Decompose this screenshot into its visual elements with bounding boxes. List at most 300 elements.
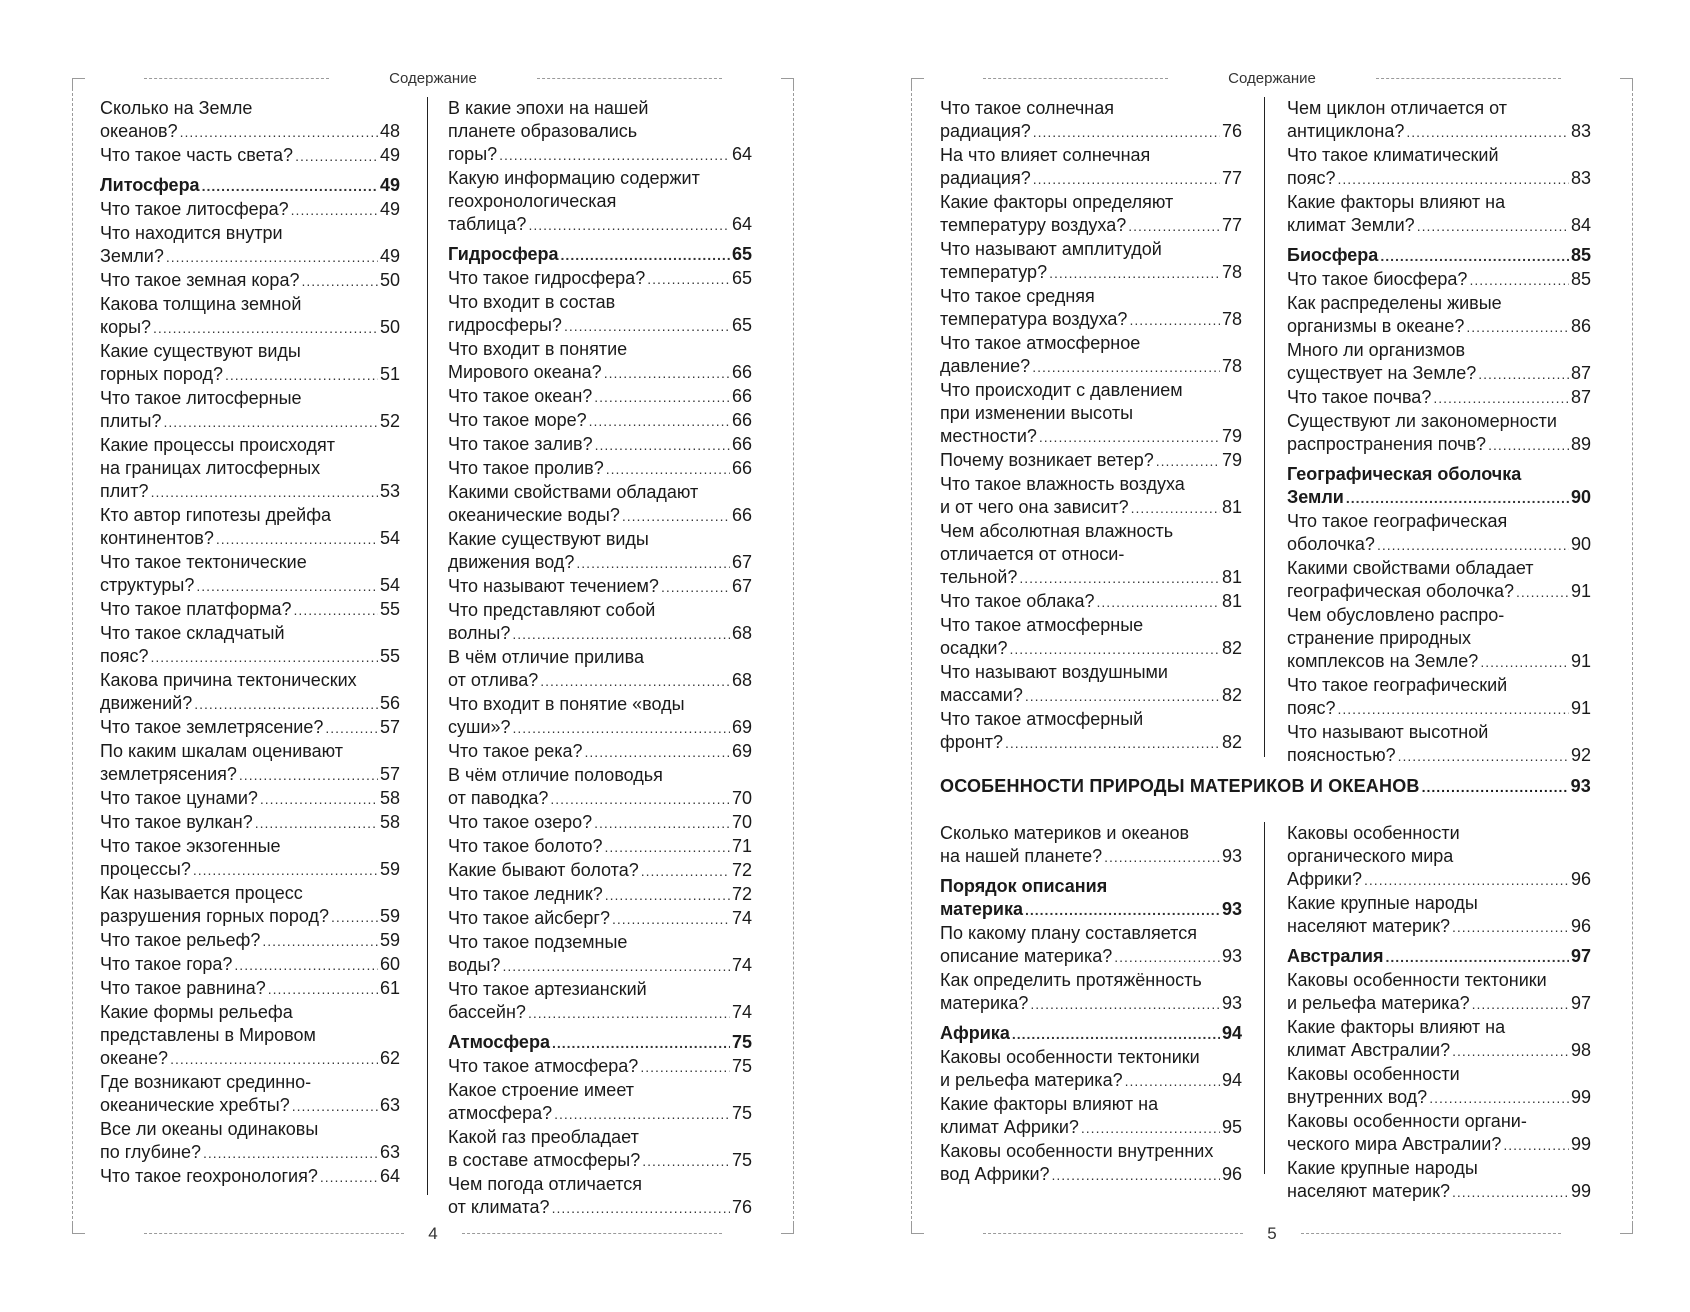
leader-dots xyxy=(1156,450,1220,473)
page-ref: 98 xyxy=(1570,1040,1591,1060)
toc-column xyxy=(1287,822,1591,1204)
entry-text: В чём отличие прилива xyxy=(448,647,644,667)
entry-text: Каковы особенности органи- xyxy=(1287,1111,1527,1131)
toc-entry xyxy=(100,977,400,1001)
toc-entry xyxy=(1287,510,1591,557)
page-ref: 67 xyxy=(731,552,752,572)
page-ref: 66 xyxy=(731,386,752,406)
leader-dots xyxy=(294,599,378,622)
toc-entry xyxy=(448,764,752,811)
leader-dots xyxy=(1019,567,1220,590)
toc-entry xyxy=(448,1055,752,1079)
page-ref: 85 xyxy=(1570,269,1591,289)
page-ref: 91 xyxy=(1570,698,1591,718)
entry-text: Что такое географический xyxy=(1287,675,1508,695)
page-ref: 55 xyxy=(379,599,400,619)
page-ref: 96 xyxy=(1570,916,1591,936)
entry-text: пояс? xyxy=(1287,698,1336,718)
entry-text: Что такое гора? xyxy=(100,954,233,974)
entry-text: Что входит в понятие xyxy=(448,339,628,359)
entry-text: организмы в океане? xyxy=(1287,316,1465,336)
entry-text: Что такое почва? xyxy=(1287,387,1432,407)
entry-text: поясностью? xyxy=(1287,745,1396,765)
entry-text: Что такое подземные xyxy=(448,932,628,952)
entry-text: Что такое литосферные xyxy=(100,388,302,408)
page-ref: 90 xyxy=(1570,487,1591,507)
leader-dots xyxy=(194,693,378,716)
leader-dots xyxy=(1472,993,1569,1016)
entry-text: горы? xyxy=(448,144,498,164)
entry-text: воды? xyxy=(448,955,501,975)
toc-entry xyxy=(1287,339,1591,386)
leader-dots xyxy=(1469,269,1569,292)
entry-text: Много ли организмов xyxy=(1287,340,1466,360)
toc-entry xyxy=(1287,144,1591,191)
toc-entry xyxy=(940,238,1242,285)
toc-entry xyxy=(100,598,400,622)
toc-entry xyxy=(100,740,400,787)
leader-dots xyxy=(1417,215,1569,238)
toc-entry xyxy=(940,922,1242,969)
entry-text: антициклона? xyxy=(1287,121,1405,141)
entry-text: Какие крупные народы xyxy=(1287,893,1478,913)
toc-entry xyxy=(100,1118,400,1165)
toc-entry xyxy=(1287,410,1591,457)
entry-text: Что такое ледник? xyxy=(448,884,603,904)
leader-dots xyxy=(622,505,730,528)
leader-dots xyxy=(1129,309,1220,332)
frame-border xyxy=(793,78,794,1234)
toc-section-heading xyxy=(1287,244,1591,268)
leader-dots xyxy=(1377,534,1569,557)
leader-dots xyxy=(203,1142,378,1165)
toc-entry xyxy=(940,969,1242,1016)
entry-text: радиация? xyxy=(940,121,1031,141)
entry-text: Что такое солнечная xyxy=(940,98,1114,118)
entry-text: Какие факторы влияют на xyxy=(1287,192,1506,212)
page-ref: 63 xyxy=(379,1095,400,1115)
entry-text: Чем погода отличается xyxy=(448,1174,643,1194)
page-ref: 72 xyxy=(731,884,752,904)
entry-text: Что такое рельеф? xyxy=(100,930,261,950)
column-divider xyxy=(427,97,428,1195)
leader-dots xyxy=(196,575,378,598)
entry-text: Что такое экзогенные xyxy=(100,836,281,856)
toc-entry xyxy=(100,953,400,977)
entry-text: Что находится внутри xyxy=(100,223,283,243)
leader-dots xyxy=(1452,1181,1569,1204)
leader-dots xyxy=(1005,732,1220,755)
entry-text: описание материка? xyxy=(940,946,1113,966)
entry-text: странение природных xyxy=(1287,628,1472,648)
leader-dots xyxy=(605,836,730,859)
entry-text: Каковы особенности внутренних xyxy=(940,1141,1214,1161)
toc-column xyxy=(448,97,752,1220)
leader-dots xyxy=(1032,356,1220,379)
page-ref: 64 xyxy=(731,214,752,234)
entry-text: Какие процессы происходят xyxy=(100,435,335,455)
page-ref: 49 xyxy=(379,199,400,219)
entry-text: отличается от относи- xyxy=(940,544,1125,564)
entry-text: горных пород? xyxy=(100,364,223,384)
leader-dots xyxy=(1433,387,1569,410)
leader-dots xyxy=(605,884,730,907)
entry-text: Литосфера xyxy=(100,175,200,195)
entry-text: температуру воздуха? xyxy=(940,215,1127,235)
leader-dots xyxy=(1503,1134,1569,1157)
page-ref: 59 xyxy=(379,930,400,950)
toc-entry xyxy=(100,716,400,740)
leader-dots xyxy=(594,812,730,835)
toc-entry xyxy=(100,622,400,669)
entry-text: Что такое платформа? xyxy=(100,599,292,619)
page-ref: 62 xyxy=(379,1048,400,1068)
entry-text: В какие эпохи на нашей xyxy=(448,98,649,118)
leader-dots xyxy=(1030,993,1220,1016)
leader-dots xyxy=(216,528,378,551)
entry-text: населяют материк? xyxy=(1287,916,1450,936)
toc-entry xyxy=(100,929,400,953)
entry-text: Что такое влажность воздуха xyxy=(940,474,1185,494)
entry-text: Что такое тектонические xyxy=(100,552,307,572)
leader-dots xyxy=(1429,1087,1569,1110)
toc-entry xyxy=(100,787,400,811)
leader-dots xyxy=(647,268,730,291)
page-ref: 79 xyxy=(1221,450,1242,470)
toc-entry xyxy=(448,883,752,907)
leader-dots xyxy=(164,411,378,434)
entry-text: Что такое равнина? xyxy=(100,978,266,998)
toc-entry xyxy=(1287,1157,1591,1204)
toc-entry xyxy=(448,835,752,859)
leader-dots xyxy=(1131,497,1220,520)
entry-text: атмосфера? xyxy=(448,1103,553,1123)
toc-entry xyxy=(448,599,752,646)
running-header: Содержание xyxy=(389,70,477,87)
page-ref: 78 xyxy=(1221,356,1242,376)
entry-text: пояс? xyxy=(1287,168,1336,188)
entry-text: Какие крупные народы xyxy=(1287,1158,1478,1178)
toc-entry xyxy=(940,1140,1242,1187)
leader-dots xyxy=(552,1032,730,1055)
entry-text: Биосфера xyxy=(1287,245,1379,265)
page-ref: 81 xyxy=(1221,497,1242,517)
toc-entry xyxy=(448,385,752,409)
entry-text: при изменении высоты xyxy=(940,403,1134,423)
entry-text: В чём отличие половодья xyxy=(448,765,663,785)
toc-entry xyxy=(448,907,752,931)
entry-text: Что такое литосфера? xyxy=(100,199,289,219)
entry-text: тельной? xyxy=(940,567,1018,587)
entry-text: гидросферы? xyxy=(448,315,562,335)
entry-text: материка xyxy=(940,899,1023,919)
leader-dots xyxy=(193,859,378,882)
page-ref: 96 xyxy=(1570,869,1591,889)
leader-dots xyxy=(1488,434,1569,457)
toc-entry xyxy=(100,835,400,882)
entry-text: Мирового океана? xyxy=(448,362,602,382)
page-ref: 74 xyxy=(731,955,752,975)
toc-entry xyxy=(1287,1110,1591,1157)
entry-text: Порядок описания xyxy=(940,876,1108,896)
entry-text: Что такое айсберг? xyxy=(448,908,610,928)
page-ref: 69 xyxy=(731,717,752,737)
leader-dots xyxy=(589,410,730,433)
leader-dots xyxy=(170,1048,378,1071)
entry-text: землетрясения? xyxy=(100,764,237,784)
entry-text: осадки? xyxy=(940,638,1008,658)
entry-text: Что такое землетрясение? xyxy=(100,717,324,737)
page-ref: 71 xyxy=(731,836,752,856)
toc-entry xyxy=(1287,1016,1591,1063)
entry-text: Что такое пролив? xyxy=(448,458,604,478)
running-header: Содержание xyxy=(1228,70,1316,87)
page-ref: 96 xyxy=(1221,1164,1242,1184)
page-ref: 65 xyxy=(731,268,752,288)
page-number: 4 xyxy=(428,1224,438,1243)
entry-text: Какой газ преобладает xyxy=(448,1127,639,1147)
page-ref: 82 xyxy=(1221,685,1242,705)
page-ref: 83 xyxy=(1570,121,1591,141)
page-ref: 57 xyxy=(379,764,400,784)
leader-dots xyxy=(564,315,730,338)
column-divider xyxy=(1264,97,1265,757)
chapter-title xyxy=(940,774,1591,799)
toc-entry xyxy=(940,191,1242,238)
leader-dots xyxy=(552,1197,730,1220)
toc-entry xyxy=(100,1071,400,1118)
page-ref: 81 xyxy=(1221,567,1242,587)
entry-text: структуры? xyxy=(100,575,195,595)
entry-text: континентов? xyxy=(100,528,214,548)
toc-column xyxy=(940,822,1242,1187)
entry-text: Каковы особенности xyxy=(1287,1064,1460,1084)
entry-text: Что называют амплитудой xyxy=(940,239,1162,259)
entry-text: Как распределены живые xyxy=(1287,293,1502,313)
toc-entry xyxy=(1287,386,1591,410)
page-ref: 77 xyxy=(1221,168,1242,188)
toc-entry xyxy=(100,882,400,929)
toc-entry xyxy=(448,646,752,693)
leader-dots xyxy=(576,552,730,575)
page-ref: 93 xyxy=(1221,846,1242,866)
entry-text: бассейн? xyxy=(448,1002,526,1022)
entry-text: Африка xyxy=(940,1023,1010,1043)
entry-text: и от чего она зависит? xyxy=(940,497,1129,517)
column-divider xyxy=(1264,822,1265,1174)
frame-border xyxy=(911,78,912,1234)
leader-dots xyxy=(1406,121,1569,144)
leader-dots xyxy=(1338,168,1569,191)
entry-text: представлены в Мировом xyxy=(100,1025,316,1045)
toc-entry xyxy=(448,693,752,740)
toc-entry xyxy=(448,409,752,433)
leader-dots xyxy=(1104,846,1220,869)
toc-entry xyxy=(100,434,400,504)
entry-text: Что такое вулкан? xyxy=(100,812,253,832)
entry-text: океанов? xyxy=(100,121,178,141)
leader-dots xyxy=(151,481,378,504)
page-ref: 70 xyxy=(731,788,752,808)
entry-text: Какие формы рельефа xyxy=(100,1002,293,1022)
leader-dots xyxy=(1049,262,1220,285)
toc-entry xyxy=(100,144,400,168)
page-ref: 50 xyxy=(379,317,400,337)
toc-entry xyxy=(940,1046,1242,1093)
toc-entry xyxy=(940,661,1242,708)
page-ref: 97 xyxy=(1570,993,1591,1013)
toc-entry xyxy=(1287,268,1591,292)
page-ref: 66 xyxy=(731,505,752,525)
leader-dots xyxy=(561,244,730,267)
leader-dots xyxy=(595,434,730,457)
page-ref: 64 xyxy=(379,1166,400,1186)
page-ref: 81 xyxy=(1221,591,1242,611)
leader-dots xyxy=(291,199,378,222)
entry-text: населяют материк? xyxy=(1287,1181,1450,1201)
leader-dots xyxy=(661,576,730,599)
entry-text: Что такое гидросфера? xyxy=(448,268,646,288)
leader-dots xyxy=(641,860,730,883)
leader-dots xyxy=(1033,168,1220,191)
entry-text: Что такое географическая xyxy=(1287,511,1508,531)
leader-dots xyxy=(1516,581,1569,604)
page-ref: 68 xyxy=(731,670,752,690)
entry-text: в составе атмосферы? xyxy=(448,1150,641,1170)
page-ref: 70 xyxy=(731,812,752,832)
entry-text: пояс? xyxy=(100,646,149,666)
entry-text: движений? xyxy=(100,693,193,713)
toc-entry xyxy=(448,859,752,883)
entry-text: Что такое атмосферное xyxy=(940,333,1141,353)
entry-text: Чем абсолютная влажность xyxy=(940,521,1174,541)
entry-text: оболочка? xyxy=(1287,534,1375,554)
toc-entry xyxy=(1287,97,1591,144)
page-ref: 54 xyxy=(379,528,400,548)
page-ref: 94 xyxy=(1221,1070,1242,1090)
entry-text: Атмосфера xyxy=(448,1032,550,1052)
toc-entry xyxy=(1287,557,1591,604)
entry-text: Что такое атмосферные xyxy=(940,615,1144,635)
page-ref: 99 xyxy=(1570,1134,1591,1154)
entry-text: По какому плану составляется xyxy=(940,923,1197,943)
right-page xyxy=(911,70,1633,1242)
leader-dots xyxy=(1033,121,1220,144)
leader-dots xyxy=(642,1150,730,1173)
entry-text: Что представляют собой xyxy=(448,600,656,620)
toc-section-heading xyxy=(940,1022,1242,1046)
page-ref: 52 xyxy=(379,411,400,431)
leader-dots xyxy=(513,717,730,740)
page-ref: 50 xyxy=(379,270,400,290)
entry-text: Какое строение имеет xyxy=(448,1080,634,1100)
entry-text: Что входит в понятие «воды xyxy=(448,694,685,714)
entry-text: по глубине? xyxy=(100,1142,201,1162)
page-ref: 92 xyxy=(1570,745,1591,765)
toc-entry xyxy=(1287,604,1591,674)
page-ref: 61 xyxy=(379,978,400,998)
entry-text: Какими свойствами обладают xyxy=(448,482,699,502)
entry-text: океане? xyxy=(100,1048,169,1068)
entry-text: Что такое океан? xyxy=(448,386,593,406)
toc-section-heading xyxy=(1287,463,1591,510)
leader-dots xyxy=(1338,698,1569,721)
toc-entry xyxy=(448,167,752,237)
entry-text: органического мира xyxy=(1287,846,1454,866)
entry-text: разрушения горных пород? xyxy=(100,906,330,926)
page-ref: 49 xyxy=(379,246,400,266)
leader-dots xyxy=(512,623,730,646)
entry-text: Что такое земная кора? xyxy=(100,270,300,290)
page-ref: 53 xyxy=(379,481,400,501)
page-ref: 57 xyxy=(379,717,400,737)
entry-text: давление? xyxy=(940,356,1031,376)
page-ref: 87 xyxy=(1570,387,1591,407)
entry-text: фронт? xyxy=(940,732,1004,752)
entry-text: температура воздуха? xyxy=(940,309,1128,329)
page-ref: 75 xyxy=(731,1103,752,1123)
toc-entry xyxy=(448,528,752,575)
page-ref: 91 xyxy=(1570,581,1591,601)
toc-entry xyxy=(448,740,752,764)
page-ref: 74 xyxy=(731,908,752,928)
leader-dots xyxy=(301,270,378,293)
entry-text: Что называют воздушными xyxy=(940,662,1168,682)
page-ref: 58 xyxy=(379,812,400,832)
entry-text: вод Африки? xyxy=(940,1164,1050,1184)
entry-text: Что такое болото? xyxy=(448,836,603,856)
page-ref: 63 xyxy=(379,1142,400,1162)
leader-dots xyxy=(325,717,378,740)
leader-dots xyxy=(234,954,378,977)
leader-dots xyxy=(1128,215,1220,238)
page-ref: 60 xyxy=(379,954,400,974)
toc-entry xyxy=(940,822,1242,869)
page-ref: 75 xyxy=(731,1150,752,1170)
entry-text: суши»? xyxy=(448,717,511,737)
entry-text: Сколько материков и океанов xyxy=(940,823,1190,843)
toc-entry xyxy=(940,708,1242,755)
page-ref: 59 xyxy=(379,906,400,926)
toc-entry xyxy=(1287,674,1591,721)
entry-text: Какие факторы определяют xyxy=(940,192,1174,212)
page-ref: 91 xyxy=(1570,651,1591,671)
leader-dots xyxy=(151,646,378,669)
entry-text: Что называют высотной xyxy=(1287,722,1489,742)
entry-text: Что такое часть света? xyxy=(100,145,294,165)
entry-text: Что такое складчатый xyxy=(100,623,285,643)
entry-text: радиация? xyxy=(940,168,1031,188)
chapter-page: 93 xyxy=(1570,776,1591,796)
leader-dots xyxy=(1422,775,1569,799)
page-ref: 99 xyxy=(1570,1087,1591,1107)
entry-text: температур? xyxy=(940,262,1048,282)
page-ref: 87 xyxy=(1570,363,1591,383)
toc-entry xyxy=(940,520,1242,590)
toc-entry xyxy=(448,338,752,385)
toc-section-heading xyxy=(940,875,1242,922)
entry-text: Какие существуют виды xyxy=(100,341,301,361)
entry-text: Что называют течением? xyxy=(448,576,659,596)
leader-dots xyxy=(320,1166,378,1189)
entry-text: Почему возникает ветер? xyxy=(940,450,1154,470)
entry-text: Что такое атмосфера? xyxy=(448,1056,639,1076)
toc-entry xyxy=(448,1079,752,1126)
toc-entry xyxy=(100,97,400,144)
page-ref: 54 xyxy=(379,575,400,595)
entry-text: и рельефа материка? xyxy=(940,1070,1123,1090)
toc-entry xyxy=(100,811,400,835)
